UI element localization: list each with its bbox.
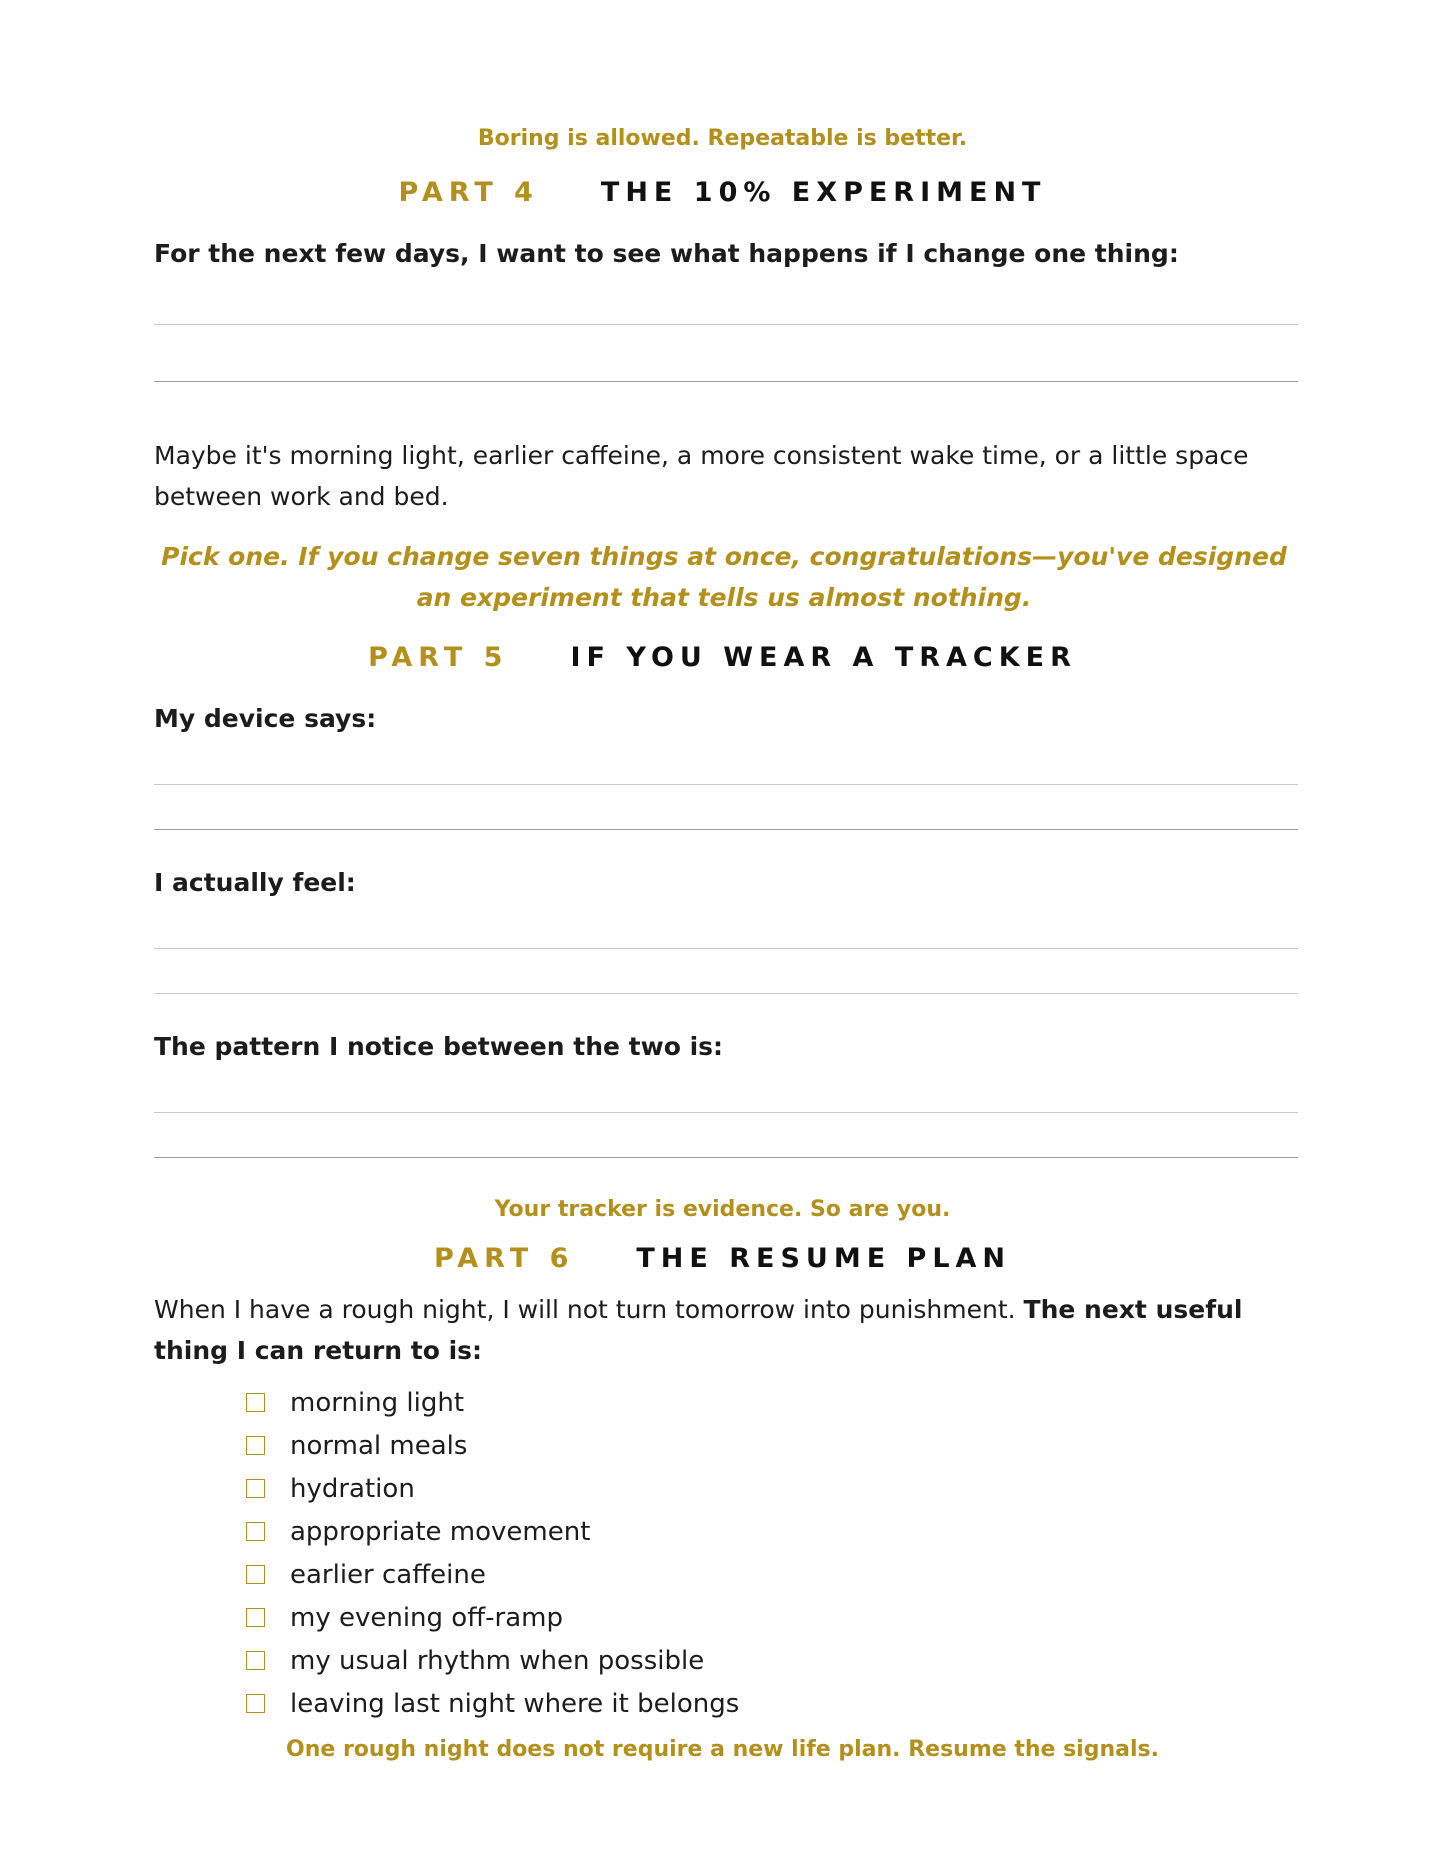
examples-paragraph: Maybe it's morning light, earlier caffeine, a more consistent wake time, or a little space between work and bed. <box>154 441 1249 511</box>
checkbox[interactable] <box>246 1436 265 1455</box>
part5-heading <box>0 642 1445 673</box>
checklist-item-label: my evening off-ramp <box>290 1602 563 1633</box>
part5-tagline: Your tracker is evidence. So are you. <box>494 1197 951 1222</box>
answer-line[interactable] <box>154 324 1298 325</box>
checklist-item-label: morning light <box>290 1387 465 1418</box>
checklist-item-label: earlier caffeine <box>290 1559 486 1590</box>
resume-intro <box>154 1289 1294 1371</box>
device-says-prompt: My device says: <box>154 704 377 733</box>
checklist-item-label: normal meals <box>290 1430 468 1461</box>
part4-title: THE 10% EXPERIMENT <box>600 177 1047 208</box>
checkbox[interactable] <box>246 1608 265 1627</box>
checkbox[interactable] <box>246 1393 265 1412</box>
closing-tagline: One rough night does not require a new life plan. Resume the signals. <box>286 1737 1159 1762</box>
pattern-prompt: The pattern I notice between the two is: <box>154 1032 724 1061</box>
actually-feel-prompt: I actually feel: <box>154 868 356 897</box>
part6-title: THE RESUME PLAN <box>636 1243 1012 1274</box>
part4-number: PART 4 <box>398 177 539 208</box>
change-one-thing-prompt: For the next few days, I want to see what happens if I change one thing: <box>154 239 1179 268</box>
part5-number: PART 5 <box>368 642 509 673</box>
checklist-item[interactable] <box>246 1424 739 1467</box>
checkbox[interactable] <box>246 1651 265 1670</box>
answer-line[interactable] <box>154 948 1298 949</box>
checklist-item[interactable] <box>246 1467 739 1510</box>
answer-line[interactable] <box>154 1157 1298 1158</box>
part4-tagline: Boring is allowed. Repeatable is better. <box>477 126 968 151</box>
part4-heading <box>0 177 1445 208</box>
resume-intro-plain: When I have a rough night, I will not turn tomorrow into punishment. <box>154 1295 1024 1324</box>
answer-line[interactable] <box>154 993 1298 994</box>
checklist-item[interactable] <box>246 1381 739 1424</box>
checklist-item[interactable] <box>246 1639 739 1682</box>
part6-number: PART 6 <box>433 1243 575 1274</box>
checkbox[interactable] <box>246 1694 265 1713</box>
checklist-item[interactable] <box>246 1596 739 1639</box>
checkbox[interactable] <box>246 1565 265 1584</box>
answer-line[interactable] <box>154 1112 1298 1113</box>
checklist-item-label: appropriate movement <box>290 1516 591 1547</box>
resume-checklist <box>246 1381 739 1725</box>
checklist-item-label: my usual rhythm when possible <box>290 1645 705 1676</box>
checklist-item[interactable] <box>246 1682 739 1725</box>
resume-intro-bold: The next useful thing I can return to is: <box>154 1295 1243 1365</box>
checkbox[interactable] <box>246 1522 265 1541</box>
part5-title: IF YOU WEAR A TRACKER <box>570 642 1077 673</box>
part6-heading <box>0 1243 1445 1274</box>
checklist-item-label: leaving last night where it belongs <box>290 1688 740 1719</box>
answer-line[interactable] <box>154 829 1298 830</box>
checklist-item[interactable] <box>246 1510 739 1553</box>
answer-line[interactable] <box>154 784 1298 785</box>
answer-line[interactable] <box>154 381 1298 382</box>
checkbox[interactable] <box>246 1479 265 1498</box>
pick-one-quote: Pick one. If you change seven things at once, congratulations—you've designed an experiment that tells us almost nothing. <box>161 542 1287 612</box>
checklist-item-label: hydration <box>290 1473 415 1504</box>
checklist-item[interactable] <box>246 1553 739 1596</box>
